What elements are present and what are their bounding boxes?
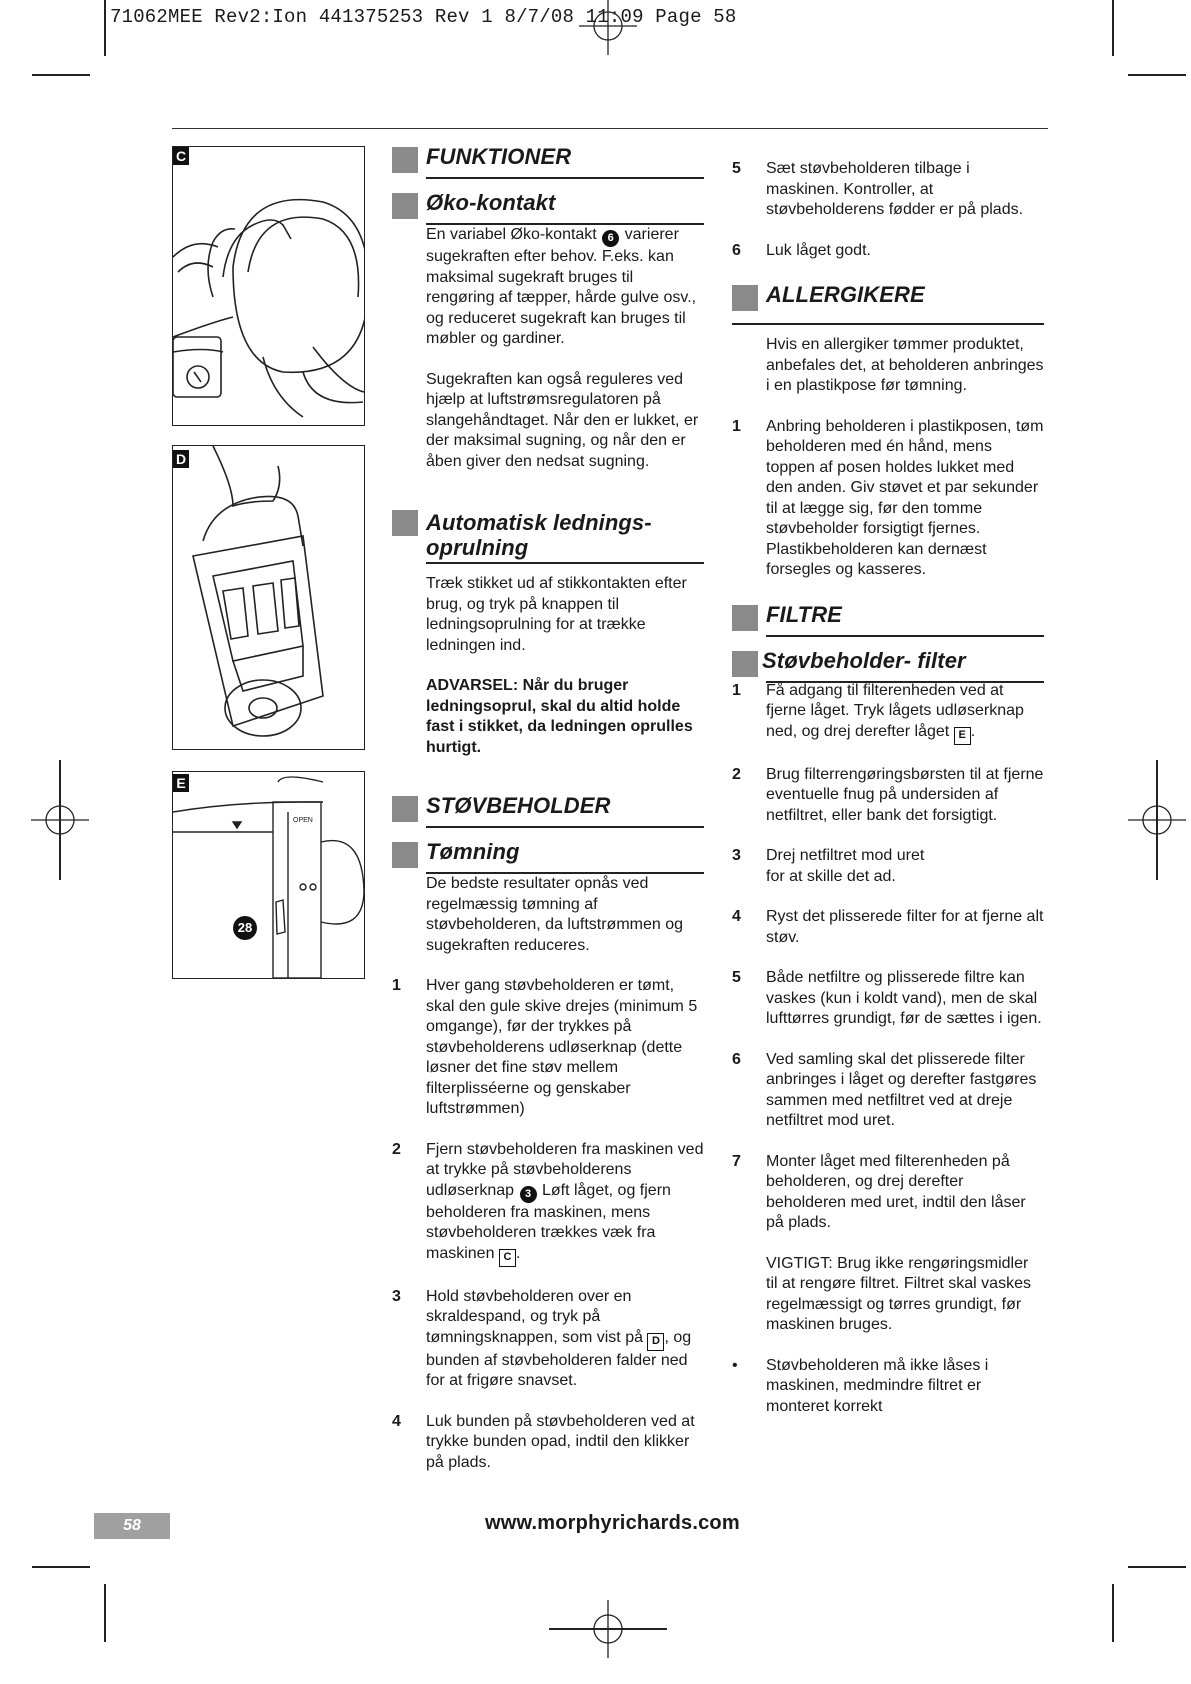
figure-label: E <box>173 774 189 792</box>
section-title: Støvbeholder- filter <box>762 647 966 673</box>
section-marker <box>392 510 418 536</box>
item-number: 2 <box>732 765 741 783</box>
section-stovbeholder-filter <box>732 649 1044 679</box>
column-middle <box>392 145 704 1473</box>
figure-d <box>172 445 365 750</box>
section-funktioner <box>392 145 704 175</box>
section-marker <box>392 147 418 173</box>
section-marker <box>732 651 758 677</box>
item-number: 4 <box>392 1412 401 1430</box>
oko-text-b: varierer sugekraften efter behov. F.eks. kan maksimal sugekraft bruges til rengøring af tæpper, hårde gulve osv., og reduceret sugekraft kan bruges til møbler og gardiner. <box>426 226 697 347</box>
dust-container-illustration-icon <box>173 446 364 749</box>
footer-url: www.morphyrichards.com <box>485 1512 740 1534</box>
auto-warning: ADVARSEL: Når du bruger ledningsoprul, skal du altid holde fast i stikket, da ledningen oprulles hurtigt. <box>426 677 693 756</box>
step-badge-28: 28 <box>233 916 257 940</box>
section-title: Øko-kontakt <box>426 190 556 215</box>
section-underline <box>426 872 704 874</box>
section-underline <box>426 562 704 564</box>
item-text: Sæt støvbeholderen tilbage i maskinen. Kontroller, at støvbeholderens fødder er på plads. <box>766 160 1024 218</box>
section-filtre <box>732 603 1044 633</box>
ref-badge-3: 3 <box>520 1186 537 1203</box>
section-marker <box>732 285 758 311</box>
section-automatisk <box>392 508 704 560</box>
item-number: 5 <box>732 160 741 177</box>
item-number: 1 <box>732 417 741 435</box>
item-text: Støvbeholderen må ikke låses i maskinen, medmindre filtret er monteret korrekt <box>766 1356 989 1415</box>
section-allergikere <box>732 283 1044 313</box>
crop-mark <box>1112 0 1114 56</box>
item-number: 6 <box>732 241 741 259</box>
item-text: Hver gang støvbeholderen er tømt, skal den gule skive drejes (minimum 5 omgange), før der trykkes på støvbeholderens udløserknap (dette løsner det fine støv mellem filterplisséerne og genskaber luftstrømmen) <box>426 977 698 1117</box>
allergikere-paragraph: Hvis en allergiker tømmer produktet, anbefales det, at beholderen anbringes i en plastikpose før tømning. <box>766 336 1044 394</box>
figure-label: C <box>173 147 189 165</box>
figure-label: D <box>173 450 189 468</box>
item-number: 1 <box>392 977 401 994</box>
section-title-line: oprulning <box>426 535 529 560</box>
list-item <box>732 681 1044 745</box>
list-item <box>732 417 1044 581</box>
list-item <box>732 241 1044 262</box>
list-item <box>392 976 704 1120</box>
crop-mark <box>59 760 61 880</box>
item-text: Få adgang til filterenheden ved at fjerne låget. Tryk lågets udløserknap ned, og drej derefter låget <box>766 681 1024 740</box>
section-title: STØVBEHOLDER <box>426 793 611 818</box>
item-text: for at skille det ad. <box>766 867 896 885</box>
ref-badge-6: 6 <box>602 230 619 247</box>
list-item <box>732 159 1044 221</box>
bullet-icon: • <box>732 1356 738 1374</box>
item-text: . <box>515 1244 521 1262</box>
section-underline <box>426 223 704 225</box>
section-underline <box>426 826 704 828</box>
section-underline <box>766 635 1044 637</box>
item-text: Luk bunden på støvbeholderen ved at trykke bunden opad, indtil den klikker på plads. <box>426 1412 695 1471</box>
print-header: 71062MEE Rev2:Ion 441375253 Rev 1 8/7/08 11:09 Page 58 <box>110 6 737 28</box>
section-title: ALLERGIKERE <box>766 282 925 307</box>
bullet-item <box>732 1356 1044 1418</box>
item-text: Både netfiltre og plisserede filtre kan vaskes (kun i koldt vand), men de skal lufttørres grundigt, før de sættes i igen. <box>766 969 1042 1027</box>
oko-text-a: En variabel Øko-kontakt <box>426 226 597 243</box>
item-number: 3 <box>732 847 741 864</box>
list-item <box>732 765 1044 827</box>
section-marker <box>392 842 418 868</box>
crop-mark <box>32 1566 90 1568</box>
crop-mark <box>104 0 106 56</box>
crop-mark <box>32 74 90 76</box>
item-number: 6 <box>732 1050 741 1068</box>
item-text: Brug filterrengøringsbørsten til at fjerne eventuelle fnug på undersiden af netfiltret, eller bank det forsigtigt. <box>766 765 1044 824</box>
section-oko-kontakt <box>392 191 704 221</box>
oko-paragraph-2: Sugekraften kan også reguleres ved hjælp at luftstrømsregulatoren på slangehåndtaget. Når den er lukket, er der maksimal sugning, og når den er åben giver den nedsat sugning. <box>426 370 699 470</box>
open-label: OPEN <box>293 817 313 824</box>
oko-paragraph-1 <box>392 225 704 350</box>
item-text: Fjern støvbeholderen fra maskinen ved at trykke på støvbeholderens udløserknap <box>426 1140 704 1199</box>
filter-lid-illustration-icon <box>173 772 364 978</box>
list-item <box>392 1412 704 1474</box>
list-item <box>732 1050 1044 1132</box>
section-title: Tømning <box>426 839 520 864</box>
list-item <box>732 1152 1044 1234</box>
section-title: FUNKTIONER <box>426 144 572 169</box>
item-text: Hold støvbeholderen over en skraldespand, og tryk på tømningsknappen, som vist på <box>426 1287 643 1346</box>
crop-mark <box>104 1584 106 1642</box>
list-item <box>732 968 1044 1030</box>
item-text: Drej netfiltret mod uret <box>766 847 925 864</box>
item-number: 4 <box>732 908 741 925</box>
item-text: Anbring beholderen i plastikposen, tøm <box>766 417 1044 435</box>
figure-ref-d: D <box>647 1333 664 1351</box>
section-title: FILTRE <box>766 601 842 627</box>
item-text: . <box>970 722 976 740</box>
section-stovbeholder <box>392 794 704 824</box>
item-number: 5 <box>732 969 741 986</box>
list-item <box>732 846 1044 887</box>
figure-ref-c: C <box>499 1249 516 1267</box>
section-tomning <box>392 840 704 870</box>
item-number: 7 <box>732 1152 741 1170</box>
section-underline <box>732 323 1044 325</box>
list-item <box>732 907 1044 948</box>
section-marker <box>732 605 758 631</box>
tomning-paragraph: De bedste resultater opnås ved regelmæssig tømning af støvbeholderen, da luftstrømmen og sugekraften reduceres. <box>426 875 684 954</box>
list-item <box>392 1287 704 1392</box>
item-number: 2 <box>392 1140 401 1158</box>
section-marker <box>392 796 418 822</box>
item-text: Luk låget godt. <box>766 241 871 259</box>
page-number: 58 <box>94 1513 170 1539</box>
figure-c <box>172 146 365 426</box>
item-text: Monter låget med filterenheden på beholderen, og drej derefter beholderen med uret, indtil den låser på plads. <box>766 1152 1026 1231</box>
item-number: 1 <box>732 681 741 699</box>
vacuum-lid-illustration-icon <box>173 147 364 425</box>
crop-mark <box>1128 74 1186 76</box>
item-text: , og bunden af støvbeholderen falder ned for at frigøre snavset. <box>426 1328 692 1389</box>
crop-mark <box>1128 1566 1186 1568</box>
top-rule <box>172 128 1048 129</box>
list-item <box>392 1140 704 1267</box>
important-note: VIGTIGT: Brug ikke rengøringsmidler til at rengøre filtret. Filtret skal vaskes regelmæssigt og tørres grundigt, før maskinen bruges. <box>766 1254 1031 1333</box>
item-text: Ved samling skal det plisserede filter anbringes i låget og derefter fastgøres sammen med netfiltret ved at dreje netfiltret mod uret. <box>766 1050 1037 1129</box>
section-title <box>426 510 652 560</box>
crop-mark <box>1156 760 1158 880</box>
column-right <box>732 159 1044 1417</box>
crop-mark <box>549 1628 667 1630</box>
item-number: 3 <box>392 1287 401 1305</box>
registration-mark-icon <box>579 0 637 55</box>
crop-mark <box>1112 1584 1114 1642</box>
section-underline <box>426 177 704 179</box>
section-title-line: Automatisk lednings- <box>426 510 652 535</box>
item-text: beholderen med én hånd, mens toppen af posen holdes lukket med den anden. Giv støvet et par sekunder til at lægge sig, før den tomme støvbeholder forsigtigt fjernes. Plastikbeholderen kan dernæst forsegles og kasseres. <box>766 438 1039 578</box>
item-text: Løft låget, og fjern beholderen fra maskinen, mens støvbeholderen trækkes væk fra maskinen <box>426 1181 671 1262</box>
item-text: Ryst det plisserede filter for at fjerne alt støv. <box>766 908 1044 946</box>
figure-ref-e: E <box>954 727 971 745</box>
figure-e <box>172 771 365 979</box>
auto-paragraph: Træk stikket ud af stikkontakten efter brug, og tryk på knappen til ledningsoprulning for at trække ledningen ind. <box>426 575 687 654</box>
section-marker <box>392 193 418 219</box>
